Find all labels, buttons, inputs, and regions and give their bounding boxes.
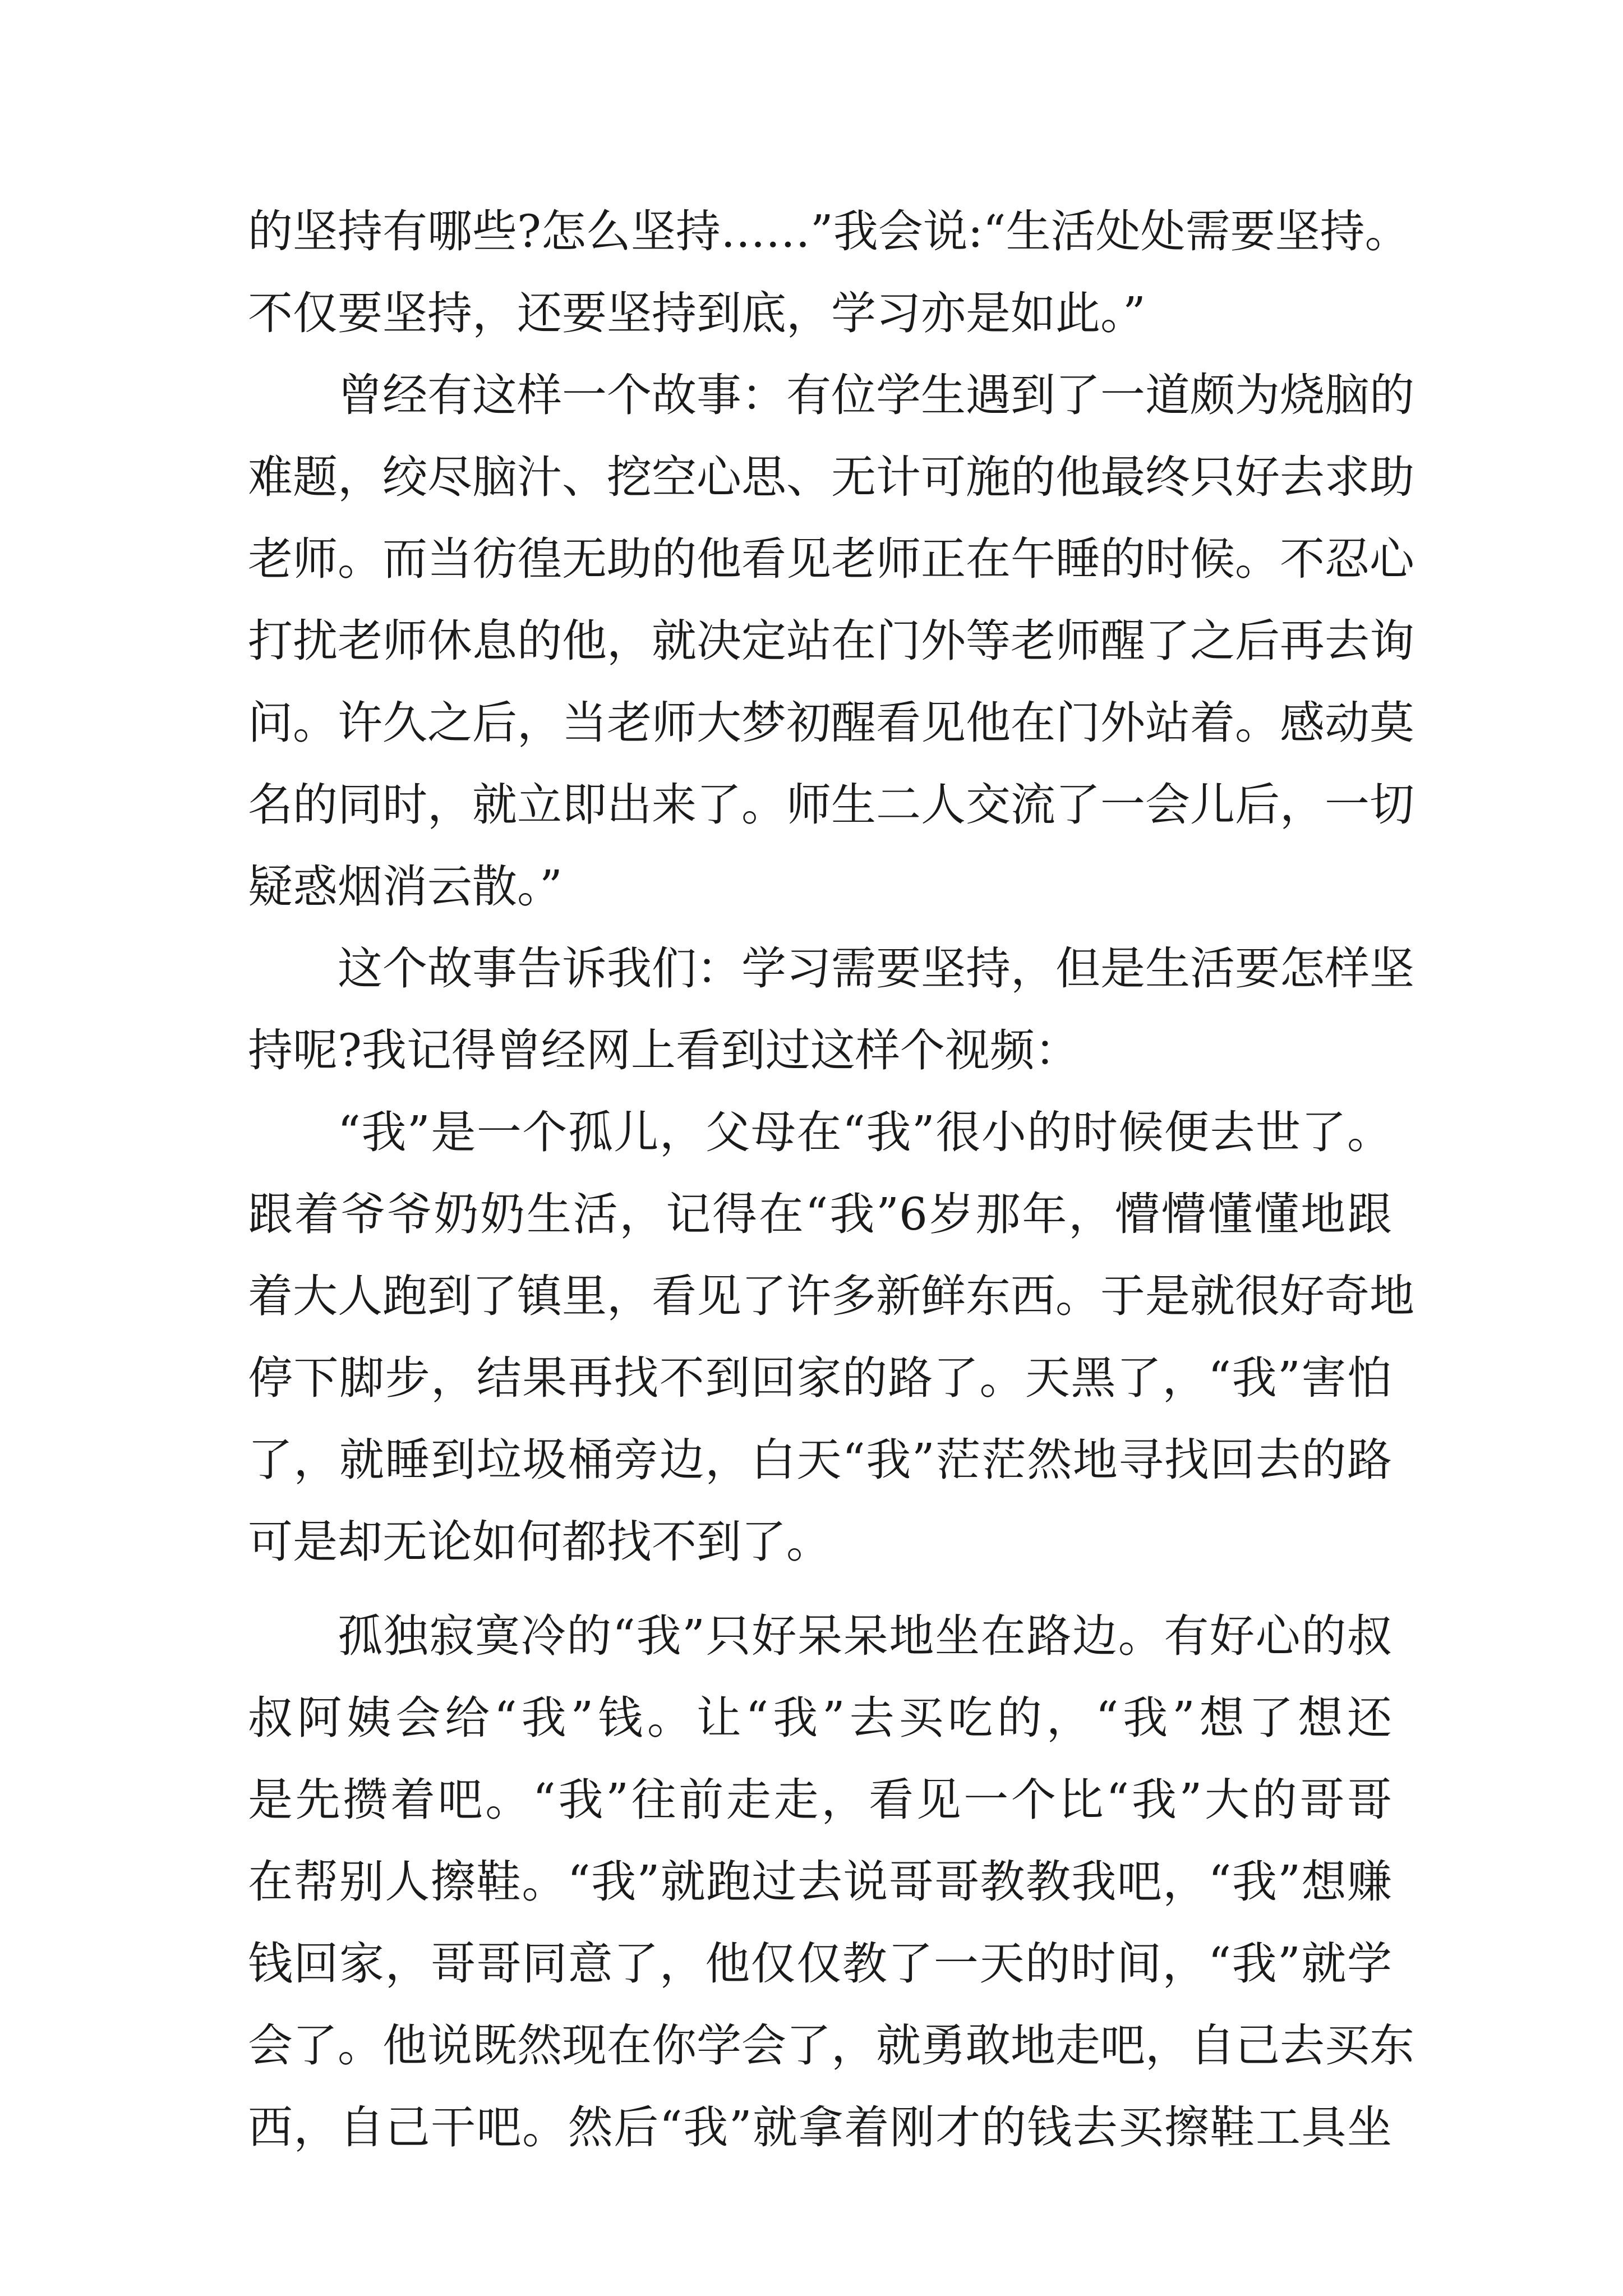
text-line: 跟着爷爷奶奶生活，记得在“我”6岁那年，懵懵懂懂地跟 [248,1188,1392,1240]
body-text [248,191,1414,2169]
paragraph-first-line: 这个故事告诉我们：学习需要坚持，但是生活要怎样坚 [338,942,1414,995]
text-line: 着大人跑到了镇里，看见了许多新鲜东西。于是就很好奇地 [248,1270,1414,1322]
text-line: 叔阿姨会给“我”钱。让“我”去买吃的，“我”想了想还 [248,1692,1392,1744]
text-line: 在帮别人擦鞋。“我”就跑过去说哥哥教教我吧，“我”想赚 [248,1856,1392,1908]
text-line: 是先攒着吧。“我”往前走走，看见一个比“我”大的哥哥 [248,1774,1392,1826]
text-line: 可是却无论如何都找不到了。 [248,1516,831,1568]
text-line: 问。许久之后，当老师大梦初醒看见他在门外站着。感动莫 [248,697,1414,749]
paragraph-first-line: 孤独寂寞冷的“我”只好呆呆地坐在路边。有好心的叔 [338,1610,1392,1662]
text-line: 持呢?我记得曾经网上看到过这样个视频： [248,1024,1080,1076]
text-line: 钱回家，哥哥同意了，他仅仅教了一天的时间，“我”就学 [248,1938,1392,1990]
paragraph-first-line: “我”是一个孤儿，父母在“我”很小的时候便去世了。 [338,1106,1392,1158]
text-line: 会了。他说既然现在你学会了，就勇敢地走吧，自己去买东 [248,2019,1414,2072]
text-line: 西，自己干吧。然后“我”就拿着刚才的钱去买擦鞋工具坐 [248,2101,1392,2154]
text-line: 打扰老师休息的他，就决定站在门外等老师醒了之后再去询 [248,615,1414,667]
text-line: 停下脚步，结果再找不到回家的路了。天黑了，“我”害怕 [248,1352,1392,1404]
text-line: 了，就睡到垃圾桶旁边，白天“我”茫茫然地寻找回去的路 [248,1434,1392,1486]
text-line: 老师。而当彷徨无助的他看见老师正在午睡的时候。不忍心 [248,533,1414,585]
text-line: 不仅要坚持，还要坚持到底，学习亦是如此。” [248,287,1146,339]
text-line: 的坚持有哪些?怎么坚持……”我会说:“生活处处需要坚持。 [248,205,1410,257]
text-line: 难题，绞尽脑汁、挖空心思、无计可施的他最终只好去求助 [248,451,1414,503]
text-line: 名的同时，就立即出来了。师生二人交流了一会儿后，一切 [248,779,1414,831]
text-line: 疑惑烟消云散。” [248,861,562,913]
paragraph-first-line: 曾经有这样一个故事：有位学生遇到了一道颇为烧脑的 [338,369,1414,421]
